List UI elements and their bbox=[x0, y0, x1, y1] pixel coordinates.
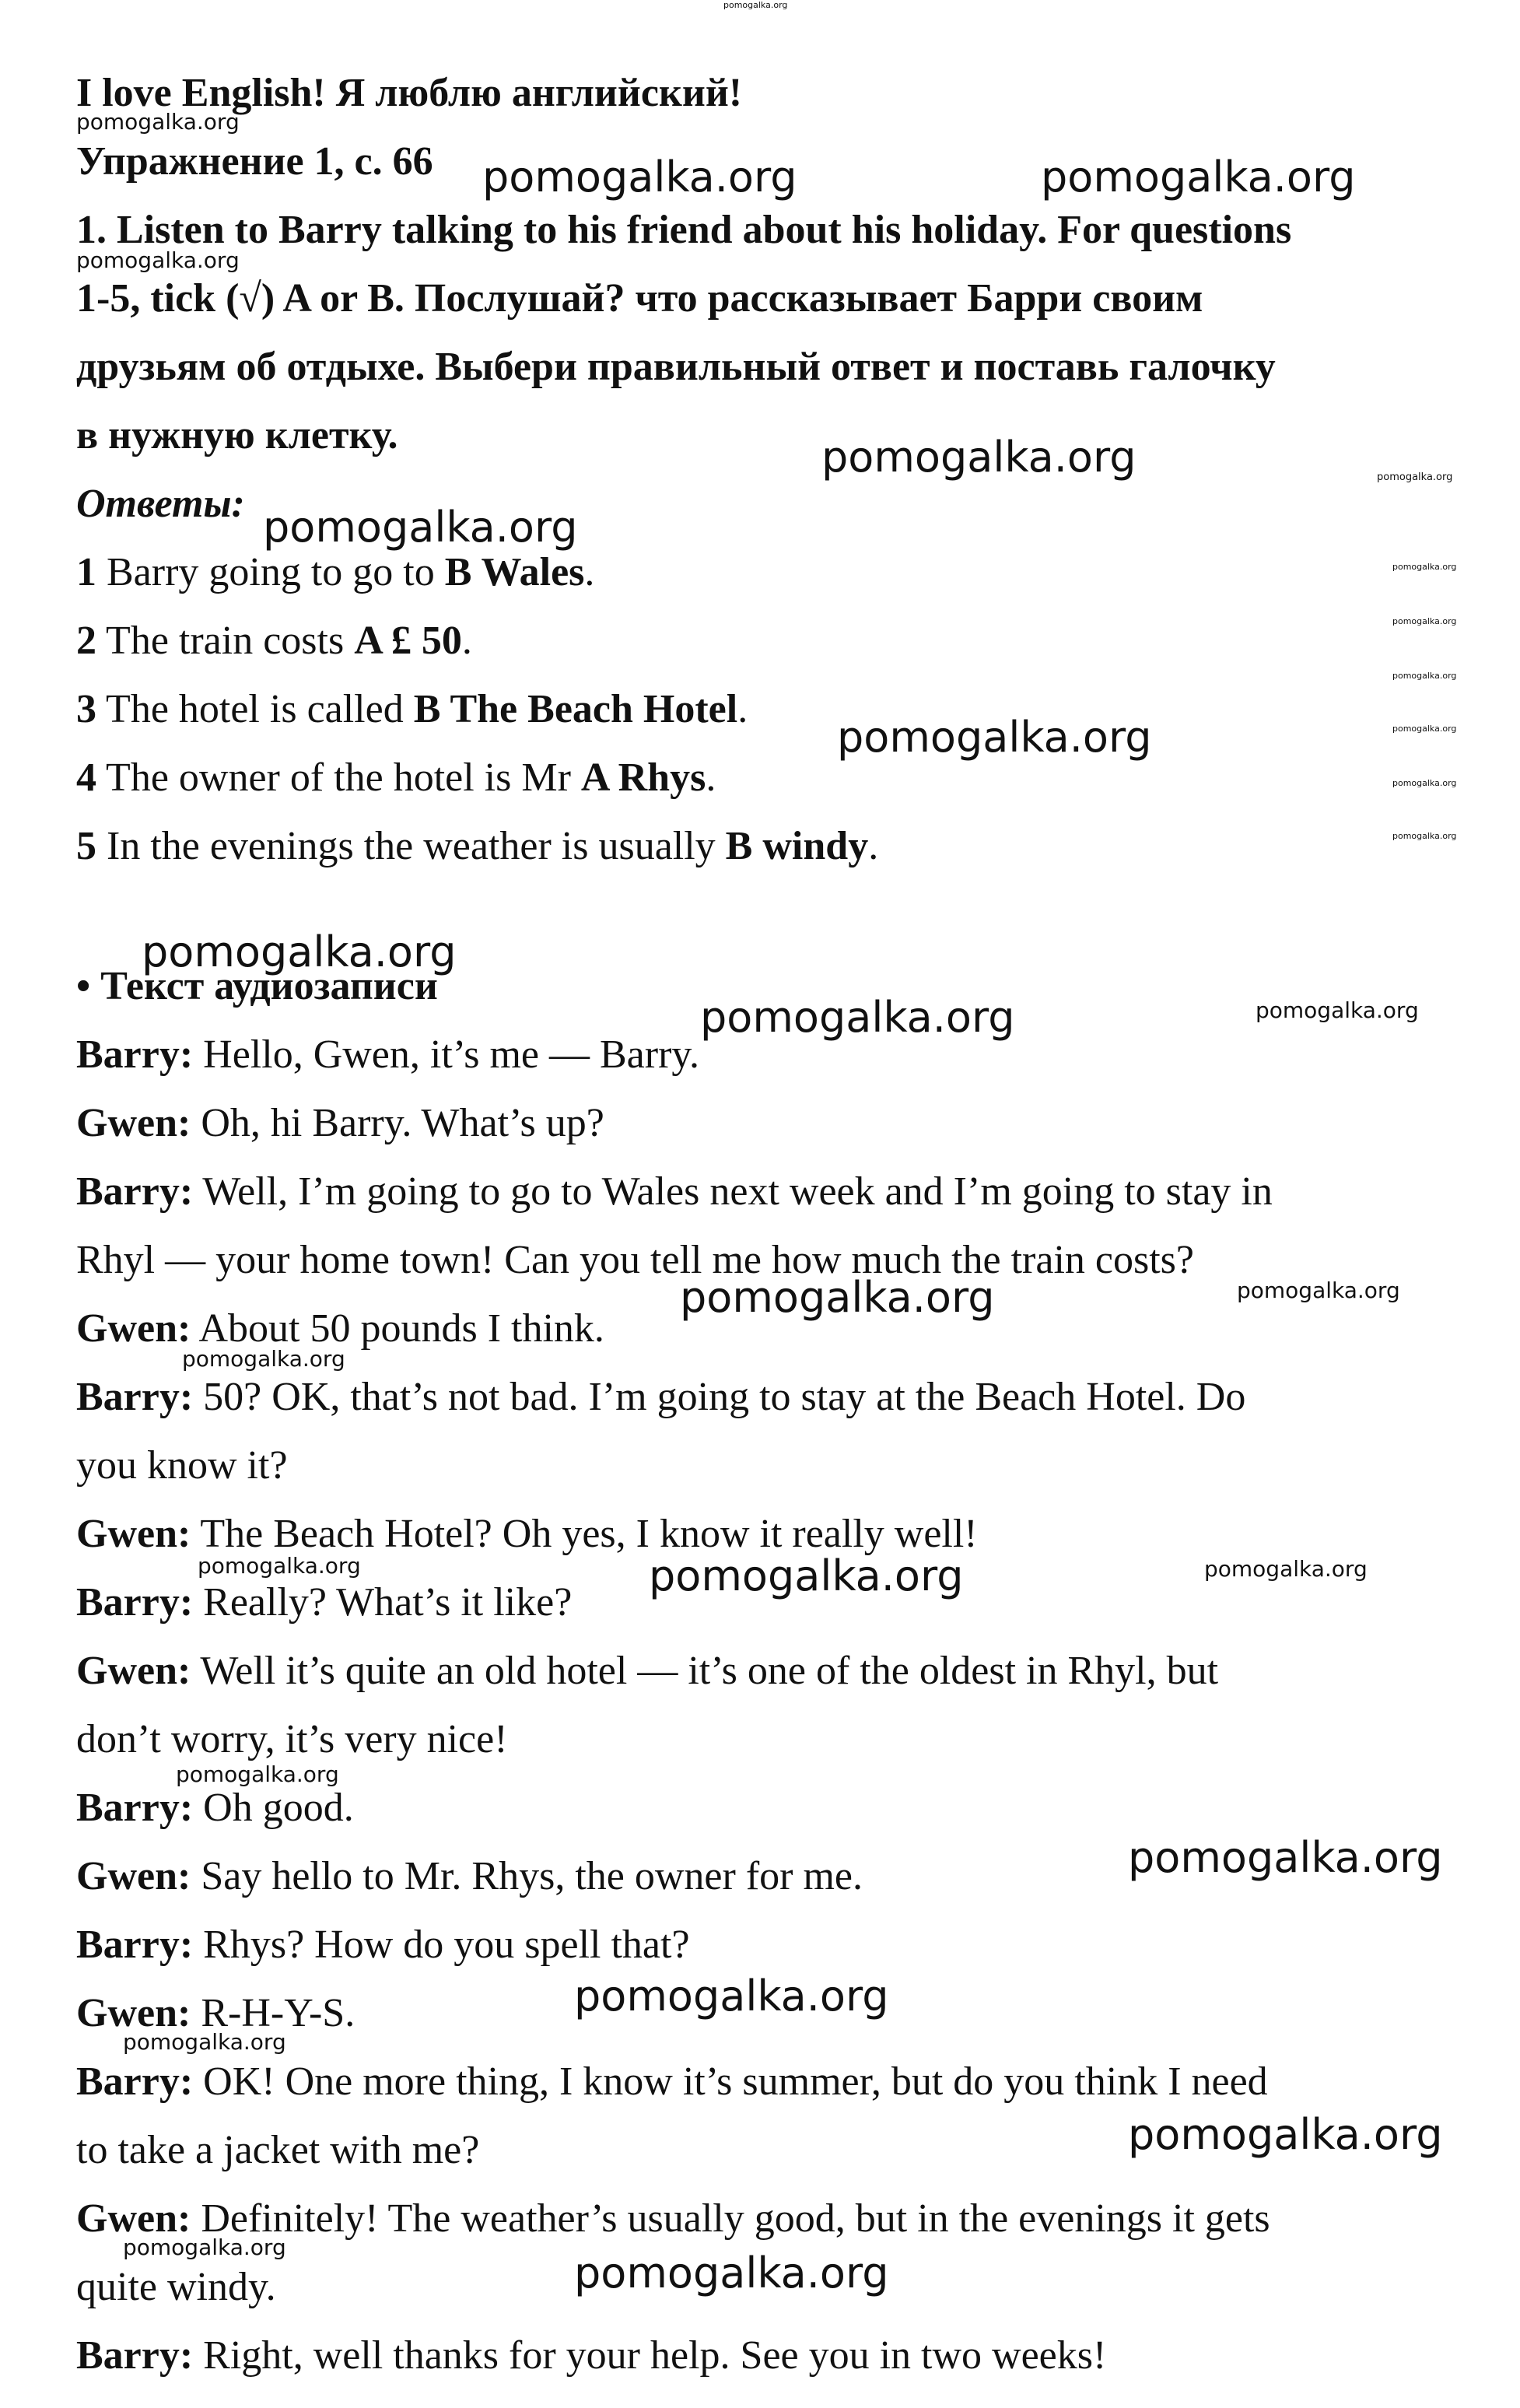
answer-end: . bbox=[584, 550, 595, 594]
speech-text: Hello, Gwen, it’s me — Barry. bbox=[193, 1032, 700, 1077]
watermark: pomogalka.org bbox=[76, 247, 240, 273]
watermark: pomogalka.org bbox=[182, 1346, 345, 1372]
speaker-name: Barry: bbox=[76, 1923, 194, 1967]
watermark: pomogalka.org bbox=[1256, 997, 1419, 1023]
exercise-number: Упражнение 1, с. 66 bbox=[76, 139, 433, 184]
transcript-line bbox=[76, 1100, 604, 1147]
answer-choice: B The Beach Hotel bbox=[413, 687, 738, 731]
watermark: pomogalka.org bbox=[1392, 562, 1457, 572]
watermark: pomogalka.org bbox=[1237, 1278, 1400, 1303]
answer-text: The train costs bbox=[96, 619, 355, 663]
answer-text: The hotel is called bbox=[96, 687, 414, 731]
transcript-line bbox=[76, 1853, 863, 1900]
speaker-name: Gwen: bbox=[76, 1512, 191, 1556]
speaker-name: Barry: bbox=[76, 1032, 194, 1077]
transcript-line bbox=[76, 1648, 1218, 1695]
speech-text: Rhyl — your home town! Can you tell me how much the train costs? bbox=[76, 1238, 1194, 1282]
speaker-name: Barry: bbox=[76, 1375, 194, 1419]
speaker-name: Barry: bbox=[76, 1580, 194, 1625]
transcript-line bbox=[76, 2333, 1106, 2379]
answer-choice: B windy bbox=[725, 824, 869, 868]
speech-text: Well it’s quite an old hotel — it’s one of the oldest in Rhyl, but bbox=[191, 1649, 1219, 1693]
answer-number: 5 bbox=[76, 824, 96, 868]
transcript-line bbox=[76, 1306, 604, 1352]
speaker-name: Gwen: bbox=[76, 1649, 191, 1693]
transcript-line bbox=[76, 2059, 1268, 2105]
transcript-line bbox=[76, 1237, 1194, 1284]
answer-text: The owner of the hotel is Mr bbox=[96, 755, 581, 800]
speaker-name: Barry: bbox=[76, 2059, 194, 2104]
answer-item bbox=[76, 823, 878, 870]
speech-text: OK! One more thing, I know it’s summer, but do you think I need bbox=[193, 2059, 1268, 2104]
watermark: pomogalka.org bbox=[1128, 2110, 1443, 2159]
transcript-line bbox=[76, 1785, 354, 1831]
speech-text: Definitely! The weather’s usually good, but in the evenings it gets bbox=[191, 2196, 1270, 2241]
watermark: pomogalka.org bbox=[700, 993, 1015, 1042]
watermark: pomogalka.org bbox=[837, 713, 1152, 762]
speaker-name: Barry: bbox=[76, 1786, 194, 1830]
transcript-line bbox=[76, 1922, 690, 1968]
answer-item bbox=[76, 618, 472, 664]
watermark: pomogalka.org bbox=[723, 0, 788, 10]
task-line-3: друзьям об отдыхе. Выбери правильный ответ и поставь галочку bbox=[76, 345, 1276, 389]
answer-number: 2 bbox=[76, 619, 96, 663]
speech-text: Rhys? How do you spell that? bbox=[193, 1923, 690, 1967]
speech-text: to take a jacket with me? bbox=[76, 2128, 480, 2172]
transcript-line bbox=[76, 1032, 699, 1078]
watermark: pomogalka.org bbox=[1204, 1556, 1368, 1582]
answer-item bbox=[76, 755, 716, 801]
watermark: pomogalka.org bbox=[142, 927, 457, 976]
transcript-line bbox=[76, 2127, 479, 2174]
speaker-name: Gwen: bbox=[76, 1854, 191, 1898]
answer-end: . bbox=[868, 824, 879, 868]
watermark: pomogalka.org bbox=[1392, 671, 1457, 681]
transcript-line bbox=[76, 1579, 572, 1626]
watermark: pomogalka.org bbox=[263, 503, 578, 552]
answer-number: 1 bbox=[76, 550, 96, 594]
answer-number: 3 bbox=[76, 687, 96, 731]
answers-heading: Ответы: bbox=[76, 482, 245, 526]
speech-text: quite windy. bbox=[76, 2265, 276, 2309]
watermark: pomogalka.org bbox=[1128, 1833, 1443, 1882]
speech-text: Oh, hi Barry. What’s up? bbox=[191, 1101, 604, 1145]
answer-number: 4 bbox=[76, 755, 96, 800]
speech-text: R-H-Y-S. bbox=[191, 1991, 355, 2035]
answer-choice: B Wales bbox=[444, 550, 585, 594]
transcript-line bbox=[76, 1511, 978, 1558]
watermark: pomogalka.org bbox=[574, 1972, 889, 2021]
watermark: pomogalka.org bbox=[482, 152, 797, 202]
answer-choice: A £ 50 bbox=[354, 619, 462, 663]
watermark: pomogalka.org bbox=[123, 2029, 286, 2055]
answer-end: . bbox=[737, 687, 748, 731]
answer-end: . bbox=[706, 755, 716, 800]
speech-text: Really? What’s it like? bbox=[193, 1580, 573, 1625]
speech-text: Oh good. bbox=[193, 1786, 354, 1830]
task-line-2: 1-5, tick (√) A or B. Послушай? что рассказывает Барри своим bbox=[76, 276, 1203, 321]
transcript-heading: • Текст аудиозаписи bbox=[76, 964, 438, 1008]
watermark: pomogalka.org bbox=[1392, 778, 1457, 788]
speech-text: you know it? bbox=[76, 1443, 288, 1488]
speech-text: Say hello to Mr. Rhys, the owner for me. bbox=[191, 1854, 863, 1898]
speaker-name: Gwen: bbox=[76, 2196, 191, 2241]
task-line-4: в нужную клетку. bbox=[76, 413, 398, 457]
transcript-line bbox=[76, 1169, 1273, 1215]
watermark: pomogalka.org bbox=[680, 1273, 995, 1322]
watermark: pomogalka.org bbox=[1041, 152, 1356, 202]
page-title: I love English! Я люблю английский! bbox=[76, 71, 743, 115]
watermark: pomogalka.org bbox=[198, 1553, 361, 1579]
answer-item bbox=[76, 549, 594, 596]
speech-text: About 50 pounds I think. bbox=[191, 1306, 604, 1351]
watermark: pomogalka.org bbox=[1392, 724, 1457, 734]
speaker-name: Gwen: bbox=[76, 1991, 191, 2035]
watermark: pomogalka.org bbox=[821, 433, 1136, 482]
transcript-line bbox=[76, 2264, 276, 2311]
watermark: pomogalka.org bbox=[1392, 831, 1457, 841]
transcript-line bbox=[76, 1716, 508, 1763]
speech-text: Right, well thanks for your help. See you in two weeks! bbox=[193, 2333, 1107, 2378]
speech-text: The Beach Hotel? Oh yes, I know it really well! bbox=[191, 1512, 978, 1556]
watermark: pomogalka.org bbox=[1377, 471, 1453, 483]
answer-choice: A Rhys bbox=[580, 755, 706, 800]
answer-end: . bbox=[461, 619, 472, 663]
answer-item bbox=[76, 686, 748, 733]
answer-text: In the evenings the weather is usually bbox=[96, 824, 726, 868]
answer-text: Barry going to go to bbox=[96, 550, 445, 594]
speaker-name: Barry: bbox=[76, 2333, 194, 2378]
speaker-name: Gwen: bbox=[76, 1101, 191, 1145]
watermark: pomogalka.org bbox=[176, 1761, 339, 1787]
watermark: pomogalka.org bbox=[1392, 616, 1457, 626]
watermark: pomogalka.org bbox=[574, 2249, 889, 2298]
speech-text: don’t worry, it’s very nice! bbox=[76, 1717, 508, 1761]
speech-text: 50? OK, that’s not bad. I’m going to stay at the Beach Hotel. Do bbox=[193, 1375, 1246, 1419]
watermark: pomogalka.org bbox=[123, 2234, 286, 2260]
watermark: pomogalka.org bbox=[649, 1551, 964, 1600]
task-line-1: 1. Listen to Barry talking to his friend about his holiday. For questions bbox=[76, 208, 1292, 252]
watermark: pomogalka.org bbox=[76, 109, 240, 135]
speech-text: Well, I’m going to go to Wales next week and I’m going to stay in bbox=[193, 1169, 1273, 1214]
speaker-name: Gwen: bbox=[76, 1306, 191, 1351]
speaker-name: Barry: bbox=[76, 1169, 194, 1214]
transcript-line bbox=[76, 1374, 1245, 1421]
transcript-line bbox=[76, 1442, 288, 1489]
